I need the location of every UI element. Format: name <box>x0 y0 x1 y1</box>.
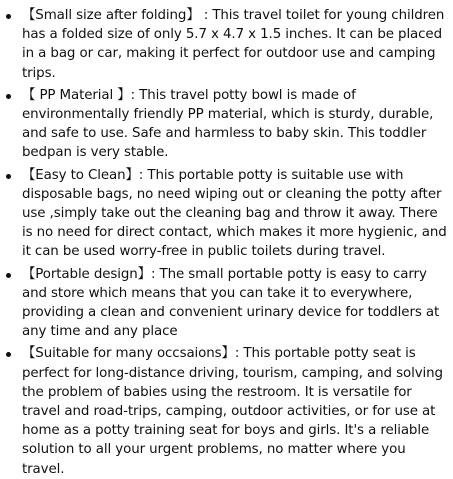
bullet-text: 【Small size after folding】 : This travel toilet for young children has a folded size of only 5.7 x 4.7 x 1.5 inches. It can be placed in a bag or car, making it perfect for outdoor use and camping trips. <box>22 8 445 81</box>
bullet-dot-icon <box>6 352 11 357</box>
bullet-dot-icon <box>6 94 11 99</box>
bullet-dot-icon <box>6 174 11 179</box>
feature-bullet-easy-to-clean <box>22 166 449 262</box>
bullet-text: 【Easy to Clean】: This portable potty is suitable use with disposable bags, no need wiping out or cleaning the potty after use ,simply take out the cleaning bag and throw it away. There is no need for direct contact, which makes it more hygienic, and it can be used worry-free in public toilets during travel. <box>22 167 447 260</box>
bullet-text: 【Suitable for many occsaions】: This portable potty seat is perfect for long-distance driving, tourism, camping, and solving the problem of babies using the restroom. It is versatile for travel and road-trips, camping, outdoor activities, or for use at home as a potty training seat for boys and girls. It's a reliable solution to all your urgent problems, no matter where you travel. <box>22 346 443 477</box>
feature-bullet-portable-design <box>22 265 449 342</box>
feature-bullet-pp-material <box>22 86 449 163</box>
bullet-dot-icon <box>6 14 11 19</box>
bullet-text: 【 PP Material 】: This travel potty bowl is made of environmentally friendly PP material, which is sturdy, durable, and safe to use. Safe and harmless to baby skin. This toddler bedpan is very stable. <box>22 87 434 161</box>
feature-bullet-small-size <box>22 6 449 83</box>
bullet-dot-icon <box>6 273 11 278</box>
feature-bullet-occasions <box>22 344 449 478</box>
bullet-text: 【Portable design】: The small portable potty is easy to carry and store which means that you can take it to everywhere, providing a clean and convenient urinary device for toddlers at any time and any place <box>22 266 440 340</box>
